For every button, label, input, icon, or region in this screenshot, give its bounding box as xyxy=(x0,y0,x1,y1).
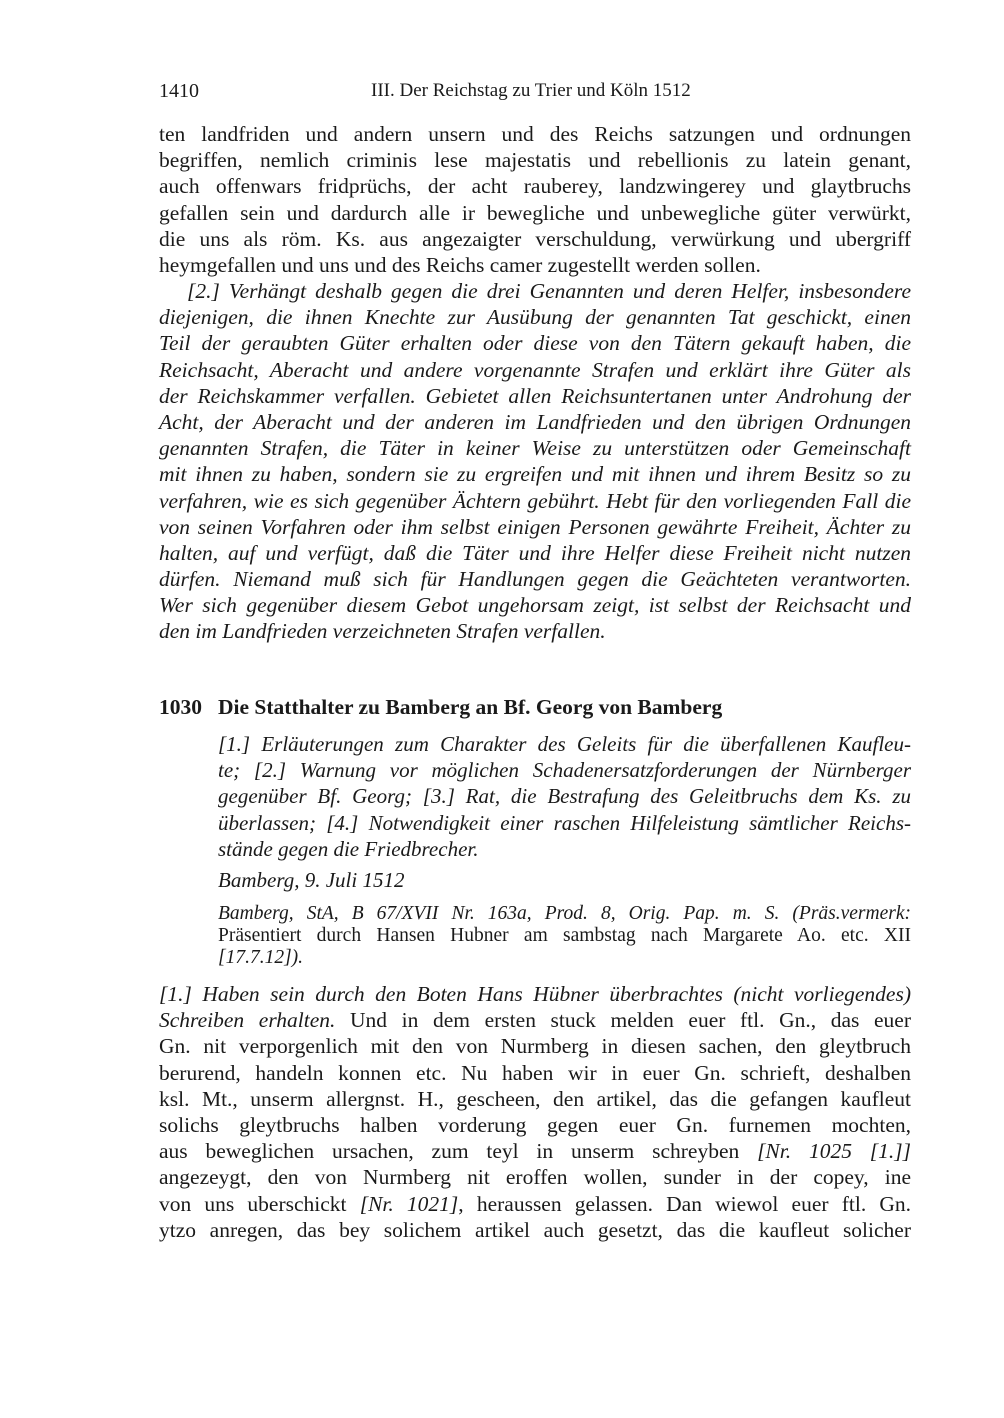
text-line: Wer sich gegenüber diesem Gebot ungehorsam zeigt, ist selbst der Reichsacht und xyxy=(159,593,911,618)
text-line: diejenigen, die ihnen Knechte zur Ausübung der genannten Tat geschickt, einen xyxy=(159,305,911,330)
source-line: Bamberg, StA, B 67/XVII Nr. 163a, Prod. 8, Orig. Pap. m. S. (Präs.vermerk: xyxy=(218,903,911,924)
italic-summary: Schreiben erhalten. xyxy=(159,1008,336,1033)
text-line: ytzo anregen, das bey solichem artikel auch gesetzt, das die kaufleut solicher xyxy=(159,1217,911,1242)
cross-reference: [Nr. 1025 [1.]] xyxy=(757,1139,911,1164)
text-line xyxy=(159,1191,911,1217)
source-note xyxy=(218,903,911,969)
text-line: der Reichskammer verfallen. Gebietet allen Reichsuntertanen unter Androhung der xyxy=(159,383,911,408)
text-line: ten landfriden und andern unsern und des Reichs satzungen und ordnungen xyxy=(159,122,911,146)
text-line: genannten Strafen, die Täter in keiner Weise zu unterstützen oder Gemeinschaft xyxy=(159,436,911,461)
text-line: stände gegen die Friedbrecher. xyxy=(218,836,479,861)
text-line: te; [2.] Warnung vor möglichen Schadenersatzforderungen der Nürnberger xyxy=(218,758,911,783)
text-line: mit ihnen zu haben, sondern sie zu ergreifen und mit ihnen und ihrem Besitz so zu xyxy=(159,462,911,487)
text-line: Teil der geraubten Güter erhalten oder diese von den Tätern gekauft haben, die xyxy=(159,331,911,356)
document-title: Die Statthalter zu Bamberg an Bf. Georg von Bamberg xyxy=(218,695,723,719)
body-text: , heraussen gelassen. Dan wiewol euer ftl. Gn. xyxy=(458,1191,911,1216)
text-line xyxy=(159,1007,911,1033)
text-line: Gn. nit verporgenlich mit den von Nurmberg in diesen sachen, den gleytbruch xyxy=(159,1034,911,1059)
running-head xyxy=(159,80,911,108)
text-line: heymgefallen und uns und des Reichs camer zugestellt werden sollen. xyxy=(159,252,761,277)
text-line: Acht, der Aberacht und der anderen im Landfrieden und den übrigen Ordnungen xyxy=(159,409,911,434)
text-line: solichs gleytbruchs halben vorderung gegen euer Gn. furnemen mochten, xyxy=(159,1112,911,1137)
document-body xyxy=(159,981,911,1243)
body-text: aus beweglichen ursachen, zum teyl in unserm schreyben xyxy=(159,1139,758,1164)
text-line: dürfen. Niemand muß sich für Handlungen gegen die Geächteten verantworten. xyxy=(159,567,911,592)
text-line: die uns als röm. Ks. aus angezaigter verschuldung, verwürkung und ubergriff xyxy=(159,226,911,251)
text-line: [1.] Haben sein durch den Boten Hans Hübner überbrachtes (nicht vorliegendes) xyxy=(159,982,911,1006)
text-line: [2.] Verhängt deshalb gegen die drei Genannten und deren Helfer, insbesondere xyxy=(187,279,911,303)
page-number: 1410 xyxy=(159,80,199,102)
text-line: gegenüber Bf. Georg; [3.] Rat, die Bestrafung des Geleitbruchs dem Ks. zu xyxy=(218,784,911,809)
text-line: berurend, handeln konnen etc. Nu haben wir in euer Gn. schrieft, deshalben xyxy=(159,1060,911,1085)
source-line: Präsentiert durch Hansen Hubner am sambstag nach Margarete Ao. etc. XII xyxy=(218,925,911,946)
text-line: ksl. Mt., unserm allergnst. H., gescheen, den artikel, das die gefangen kaufleut xyxy=(159,1086,911,1111)
text-line: verfahren, wie es sich gegenüber Ächtern gebührt. Hebt für den vorliegenden Fall die xyxy=(159,488,911,513)
source-line: [17.7.12]). xyxy=(218,947,304,968)
place-date xyxy=(218,867,911,893)
text-line: halten, auf und verfügt, daß die Täter und ihre Helfer diese Freiheit nicht nutzen xyxy=(159,540,911,565)
text-line: auch offenwars fridprüchs, der acht rauberey, landzwingerey und glaytbruchs xyxy=(159,174,911,199)
document-number: 1030 xyxy=(159,695,202,719)
text-line xyxy=(159,1138,911,1164)
running-head-title: III. Der Reichstag zu Trier und Köln 1512 xyxy=(371,80,691,101)
summary-paragraph-2 xyxy=(159,278,911,645)
document-regest xyxy=(218,731,911,862)
continuation-paragraph xyxy=(159,121,911,278)
cross-reference: [Nr. 1021] xyxy=(359,1191,459,1216)
text-line: angezeygt, den von Nurmberg nit eroffen wollen, sunder in der copey, ine xyxy=(159,1165,911,1190)
document-heading xyxy=(159,692,911,722)
place-date-line: Bamberg, 9. Juli 1512 xyxy=(218,868,405,892)
text-line: begriffen, nemlich criminis lese majestatis und rebellionis zu latein genant, xyxy=(159,148,911,173)
text-line: den im Landfrieden verzeichneten Strafen verfallen. xyxy=(159,619,606,644)
text-line: von seinen Vorfahren oder ihm selbst einigen Personen gewährte Freiheit, Ächter zu xyxy=(159,514,911,539)
text-line: [1.] Erläuterungen zum Charakter des Geleits für die überfallenen Kaufleu- xyxy=(218,732,911,756)
text-line: Reichsacht, Aberacht und andere vorgenannte Strafen und erklärt ihre Güter als xyxy=(159,357,911,382)
text-line: überlassen; [4.] Notwendigkeit einer raschen Hilfeleistung sämtlicher Reichs- xyxy=(218,810,911,835)
text-line: gefallen sein und dardurch alle ir bewegliche und unbewegliche güter verwürkt, xyxy=(159,200,911,225)
body-text: Und in dem ersten stuck melden euer ftl. Gn., das euer xyxy=(335,1008,911,1033)
body-text: von uns uberschickt xyxy=(159,1191,360,1216)
